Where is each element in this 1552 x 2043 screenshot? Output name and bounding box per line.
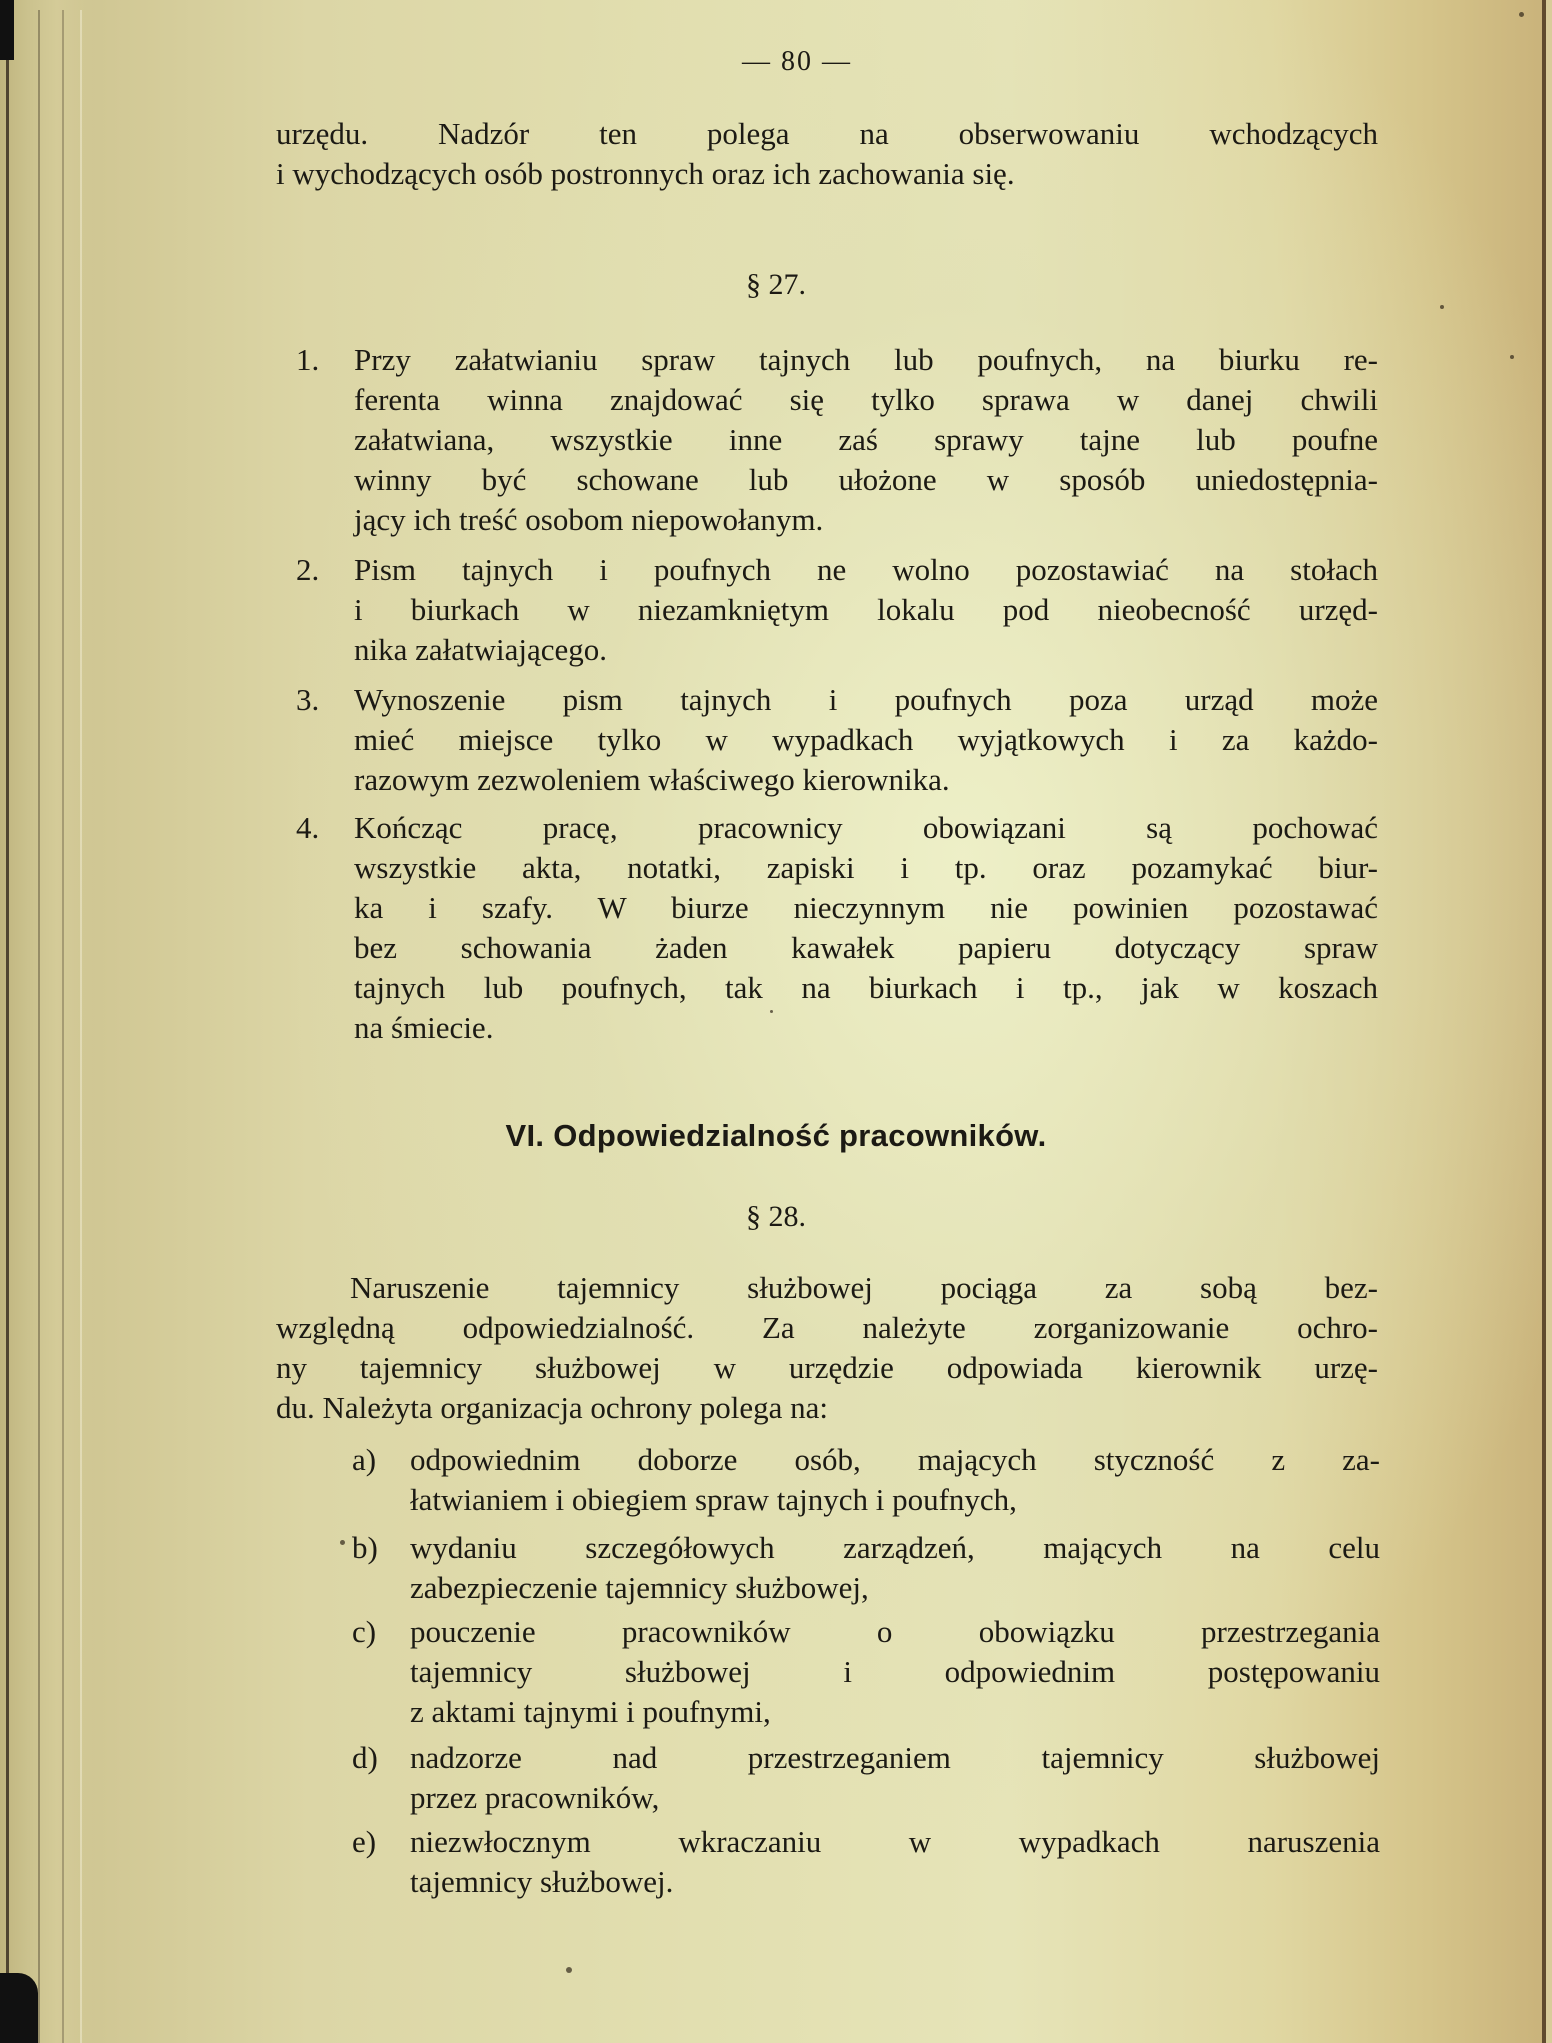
item-body	[410, 1612, 1380, 1732]
item-marker: 2.	[296, 552, 320, 587]
item-marker: 3.	[296, 682, 320, 717]
text-line: jący ich treść osobom niepowołanym.	[354, 502, 824, 537]
paper-speck	[566, 1967, 572, 1973]
section-28-heading: § 28.	[746, 1200, 806, 1233]
text-line: zabezpieczenie tajemnicy służbowej,	[410, 1570, 869, 1605]
page-right-edge	[1542, 0, 1546, 2043]
section-28-item-e	[352, 1822, 1380, 1902]
item-marker: b)	[352, 1530, 378, 1565]
text-line: Wynoszenie pism tajnych i poufnych poza urząd może	[354, 682, 1378, 717]
section-27-item-1	[296, 340, 1378, 540]
page-right-margin	[1546, 0, 1552, 2043]
text-line: urzędu. Nadzór ten polega na obserwowaniu wchodzących	[276, 116, 1378, 151]
text-line: nika załatwiającego.	[354, 632, 608, 667]
text-line: odpowiednim doborze osób, mających styczność z za-	[410, 1442, 1380, 1477]
paper-speck	[340, 1540, 345, 1545]
text-line: bez schowania żaden kawałek papieru dotyczący spraw	[354, 930, 1378, 965]
text-line: i wychodzących osób postronnych oraz ich zachowania się.	[276, 156, 1015, 191]
item-body	[354, 680, 1378, 800]
page-edge-stack	[0, 0, 95, 2043]
text-line: Naruszenie tajemnicy służbowej pociąga za sobą bez-	[350, 1270, 1378, 1305]
text-line: i biurkach w niezamkniętym lokalu pod nieobecność urzęd-	[354, 592, 1378, 627]
item-body	[410, 1440, 1380, 1520]
text-line: du. Należyta organizacja ochrony polega na:	[276, 1390, 829, 1425]
section-28-item-c	[352, 1612, 1380, 1732]
text-line: tajemnicy służbowej i odpowiednim postępowaniu	[410, 1654, 1380, 1689]
text-line: przez pracowników,	[410, 1780, 660, 1815]
chapter-heading: VI. Odpowiedzialność pracowników.	[505, 1118, 1047, 1153]
item-body	[354, 808, 1378, 1048]
text-line: Pism tajnych i poufnych ne wolno pozostawiać na stołach	[354, 552, 1378, 587]
section-28-item-d	[352, 1738, 1380, 1818]
text-line: względną odpowiedzialność. Za należyte zorganizowanie ochro-	[276, 1310, 1378, 1345]
text-line: mieć miejsce tylko w wypadkach wyjątkowych i za każdo-	[354, 722, 1378, 757]
section-28-paragraph	[276, 1268, 1378, 1428]
text-line: z aktami tajnymi i poufnymi,	[410, 1694, 771, 1729]
page-edge-line	[80, 10, 82, 2043]
text-line: na śmiecie.	[354, 1010, 494, 1045]
item-body	[354, 550, 1378, 670]
item-body	[410, 1528, 1380, 1608]
text-line: ny tajemnicy służbowej w urzędzie odpowiada kierownik urzę-	[276, 1350, 1378, 1385]
item-body	[354, 340, 1378, 540]
item-body	[410, 1822, 1380, 1902]
paper-speck	[1519, 12, 1524, 17]
text-line: tajnych lub poufnych, tak na biurkach i tp., jak w koszach	[354, 970, 1378, 1005]
text-line: niezwłocznym wkraczaniu w wypadkach naruszenia	[410, 1824, 1380, 1859]
page-edge-line	[6, 10, 9, 2043]
section-27-heading: § 27.	[746, 268, 806, 301]
text-line: ka i szafy. W biurze nieczynnym nie powinien pozostawać	[354, 890, 1378, 925]
text-line: winny być schowane lub ułożone w sposób uniedostępnia-	[354, 462, 1378, 497]
item-marker: 1.	[296, 342, 320, 377]
text-line: załatwiana, wszystkie inne zaś sprawy tajne lub poufne	[354, 422, 1378, 457]
item-marker: d)	[352, 1740, 378, 1775]
scan-background-corner	[0, 1973, 38, 2043]
page-number-text: — 80 —	[742, 46, 852, 77]
page-number	[0, 46, 1552, 78]
paper-speck	[1510, 355, 1514, 359]
item-body	[410, 1738, 1380, 1818]
text-line: wydaniu szczegółowych zarządzeń, mających na celu	[410, 1530, 1380, 1565]
text-line: pouczenie pracowników o obowiązku przestrzegania	[410, 1614, 1380, 1649]
page-edge-line	[38, 10, 40, 2043]
section-27-item-4	[296, 808, 1378, 1048]
text-line: ferenta winna znajdować się tylko sprawa w danej chwili	[354, 382, 1378, 417]
item-marker: e)	[352, 1824, 377, 1859]
text-line: razowym zezwoleniem właściwego kierownika.	[354, 762, 950, 797]
text-line: tajemnicy służbowej.	[410, 1864, 674, 1899]
page-edge-line	[62, 10, 64, 2043]
text-line: łatwianiem i obiegiem spraw tajnych i poufnych,	[410, 1482, 1017, 1517]
paper-speck	[1440, 305, 1444, 309]
text-line: Kończąc pracę, pracownicy obowiązani są pochować	[354, 810, 1378, 845]
text-line: nadzorze nad przestrzeganiem tajemnicy służbowej	[410, 1740, 1380, 1775]
item-marker: a)	[352, 1442, 377, 1477]
section-28-item-b	[352, 1528, 1380, 1608]
item-marker: 4.	[296, 810, 320, 845]
item-marker: c)	[352, 1614, 377, 1649]
section-27-item-2	[296, 550, 1378, 670]
text-line: Przy załatwianiu spraw tajnych lub poufnych, na biurku re-	[354, 342, 1378, 377]
intro-paragraph	[276, 114, 1378, 194]
section-28-item-a	[352, 1440, 1380, 1520]
section-27-item-3	[296, 680, 1378, 800]
text-line: wszystkie akta, notatki, zapiski i tp. oraz pozamykać biur-	[354, 850, 1378, 885]
